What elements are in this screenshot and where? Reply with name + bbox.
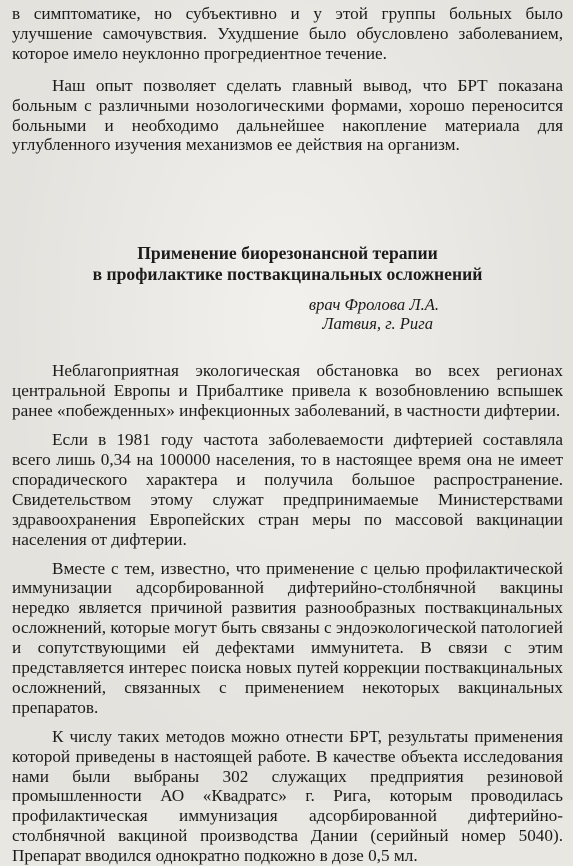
body-paragraph-4: К числу таких методов можно отнести БРТ, результаты применения которой приведены в настоящей работе. В качестве объекта исследования нами были выбраны 302 служащих предприятия резиновой промышленности АО «Квадратс» г. Рига, которым проводилась профилактическая иммунизация адсорбированной дифтерийно-столбнячной вакциной производства Дании (серийный номер 5040). Препарат вводился однократно подкожно в дозе 0,5 мл. bbox=[12, 726, 563, 866]
intro-paragraph-1: в симптоматике, но субъективно и у этой группы больных было улучшение самочувствия. Ухудшение было обусловлено заболеванием, которое имело неуклонно прогредиентное течение. bbox=[12, 4, 563, 63]
body-paragraph-1: Неблагоприятная экологическая обстановка во всех регионах центральной Европы и Прибалтике привела к возобновлению вспышек ранее «побежденных» инфекционных заболеваний, в частности дифтерии. bbox=[12, 361, 563, 421]
author-block bbox=[12, 295, 563, 333]
body-paragraph-3: Вместе с тем, известно, что применение с целью профилактической иммунизации адсорбированной дифтерийно-столбнячной вакцины нередко является причиной развития разнообразных поствакцинальных осложнений, которые могут быть связаны с эндоэкологической патологией и сопутствующими ей дефектами иммунитета. В связи с этим представляется интерес поиска новых путей коррекции поствакцинальных осложнений, связанных с применением некоторых вакцинальных препаратов. bbox=[12, 558, 563, 717]
article-title-line-2: в профилактике поствакцинальных осложнений bbox=[92, 264, 483, 285]
author-name: врач Фролова Л.А. bbox=[308, 295, 439, 315]
body-paragraph-2: Если в 1981 году частота заболеваемости дифтерией составляла всего лишь 0,34 на 100000 населения, то в настоящее время она не имеет спорадического характера и получила большое распространение. Свидетельством этому служат предпринимаемые Министерствами здравоохранения Европейских стран меры по массовой вакцинации населения от дифтерии. bbox=[12, 430, 563, 549]
author-location: Латвия, г. Рига bbox=[322, 314, 433, 334]
intro-paragraph-2: Наш опыт позволяет сделать главный вывод, что БРТ показана больным с различными нозологическими формами, хорошо переносится больными и необходимо дальнейшее накопление материала для углубленного изучения механизмов ее действия на организм. bbox=[12, 75, 563, 155]
article-title-line-1: Применение биорезонансной терапии bbox=[137, 243, 438, 264]
article-title bbox=[12, 243, 563, 285]
